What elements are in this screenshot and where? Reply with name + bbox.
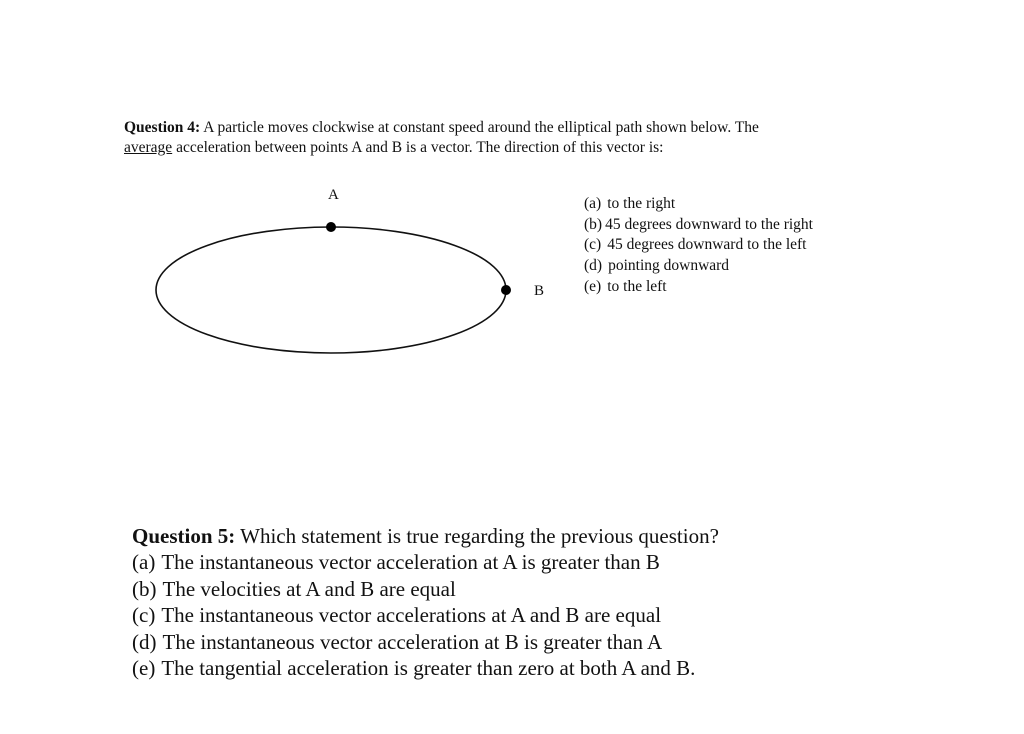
question-5-option-a[interactable] [132,549,719,575]
ellipse-diagram [150,180,560,370]
point-b-dot [501,285,511,295]
option-text: 45 degrees downward to the right [605,215,813,233]
option-letter: (b) [132,576,157,601]
question-4-option-a[interactable] [584,194,813,215]
question-4 [124,118,884,158]
elliptical-path [156,227,506,353]
option-text: The instantaneous vector accelerations at A and B are equal [161,603,662,628]
question-5-label: Question 5: [132,524,236,548]
option-text: The instantaneous vector acceleration at A is greater than B [161,550,660,575]
option-letter: (e) [132,656,156,681]
question-4-options [584,194,813,298]
option-text: pointing downward [608,257,730,275]
option-text: 45 degrees downward to the left [607,236,807,254]
question-4-option-b[interactable] [584,215,813,236]
question-4-text-part1: A particle moves clockwise at constant speed around the elliptical path shown below. The [203,119,759,136]
option-letter: (e) [584,277,602,295]
option-letter: (b) [584,215,603,233]
question-4-option-c[interactable] [584,235,813,256]
question-5-text: Which statement is true regarding the previous question? [240,524,719,548]
point-a-label: A [328,187,339,203]
option-text: to the left [607,277,667,295]
ellipse-figure [150,180,560,370]
question-4-text-part2: acceleration between points A and B is a vector. The direction of this vector is: [176,139,664,156]
question-5-prompt [132,523,719,549]
question-5 [132,523,719,681]
option-letter: (c) [132,603,156,628]
question-4-label: Question 4: [124,119,201,136]
question-5-option-e[interactable] [132,655,719,681]
option-letter: (a) [584,195,602,212]
option-text: The instantaneous vector acceleration at B is greater than A [162,629,663,654]
question-5-option-c[interactable] [132,602,719,628]
option-letter: (d) [132,629,157,654]
option-letter: (d) [584,257,603,275]
option-letter: (a) [132,550,156,575]
question-5-option-b[interactable] [132,576,719,602]
point-b-label: B [534,283,545,299]
option-text: The tangential acceleration is greater than zero at both A and B. [161,656,696,681]
option-letter: (c) [584,236,602,254]
question-5-option-d[interactable] [132,629,719,655]
question-4-option-d[interactable] [584,256,813,277]
option-text: The velocities at A and B are equal [162,576,456,601]
option-text: to the right [607,195,676,212]
question-4-option-e[interactable] [584,277,813,298]
point-a-dot [326,222,336,232]
question-4-underlined-word: average [124,139,173,156]
